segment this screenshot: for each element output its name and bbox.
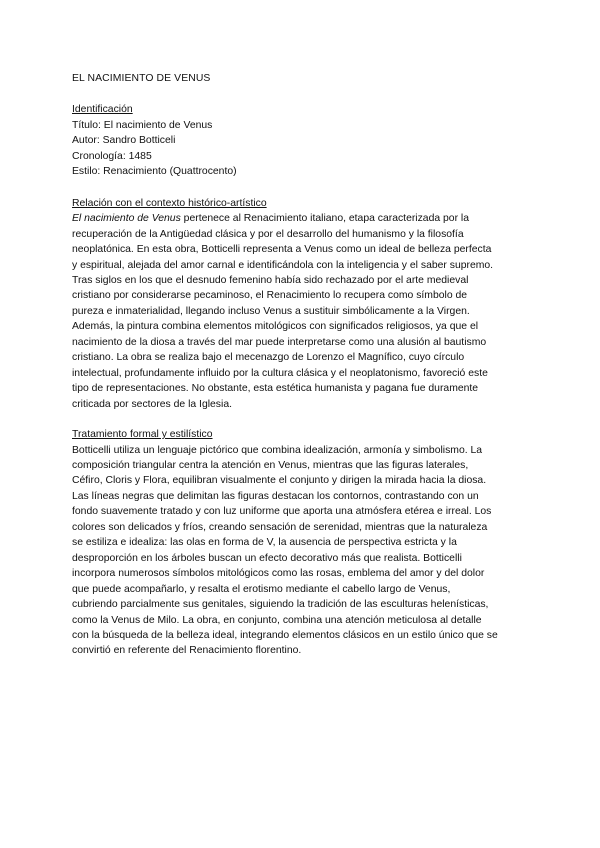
paragraph-line: fondo suavemente tratado y con luz uniforme que aporta una atmósfera etérea e irreal. Los xyxy=(72,506,492,518)
document-page xyxy=(72,71,532,659)
section-tratamiento xyxy=(72,427,532,659)
identificacion-line: Autor: Sandro Botticeli xyxy=(72,135,176,147)
artwork-title-italic: El nacimiento de Venus xyxy=(72,213,181,225)
section-heading-relacion: Relación con el contexto histórico-artístico xyxy=(72,197,267,209)
paragraph-line: nacimiento de la diosa a través del mar puede interpretarse como una alusión al bautismo xyxy=(72,336,487,348)
paragraph-line xyxy=(72,211,532,226)
paragraph-line: composición triangular centra la atención en Venus, mientras que las figuras laterales, xyxy=(72,459,469,471)
spacer xyxy=(72,180,532,196)
identificacion-line: Estilo: Renacimiento (Quattrocento) xyxy=(72,166,237,178)
spacer xyxy=(72,86,532,102)
paragraph-line: cristiano. La obra se realiza bajo el mecenazgo de Lorenzo el Magnífico, cuyo círculo xyxy=(72,352,465,364)
paragraph-line: se estiliza e idealiza: las olas en forma de V, la ausencia de perspectiva estricta y la xyxy=(72,537,457,549)
paragraph-line: Además, la pintura combina elementos mitológicos con significados religiosos, ya que el xyxy=(72,321,479,333)
paragraph-line: que puede acompañarlo, y resalta el erotismo mediante el cabello largo de Venus, xyxy=(72,583,451,595)
identificacion-line: Título: El nacimiento de Venus xyxy=(72,119,213,131)
paragraph-line: pureza e inmaterialidad, llegando incluso Venus a sustituir simbólicamente a la Virgen. xyxy=(72,305,470,317)
paragraph-line: como la Venus de Milo. La obra, en conjunto, combina una atención meticulosa al detalle xyxy=(72,614,482,626)
section-heading-identificacion: Identificación xyxy=(72,104,133,116)
paragraph-line: cristiano por considerarse pecaminoso, el Renacimiento lo recupera como símbolo de xyxy=(72,290,468,302)
paragraph-line: colores son delicados y fríos, creando sensación de serenidad, mientras que la naturaleza xyxy=(72,521,488,533)
paragraph-line: recuperación de la Antigüedad clásica y por el desarrollo del humanismo y la filosofía xyxy=(72,228,464,240)
section-heading-tratamiento: Tratamiento formal y estilístico xyxy=(72,429,213,441)
paragraph-line: neoplatónica. En esta obra, Botticelli representa a Venus como un ideal de belleza perfecta xyxy=(72,244,492,256)
paragraph-line: Las líneas negras que delimitan las figuras destacan los contornos, contrastando con un xyxy=(72,490,479,502)
paragraph-line: incorpora numerosos símbolos mitológicos como las rosas, emblema del amor y del dolor xyxy=(72,568,485,580)
spacer xyxy=(72,412,532,427)
paragraph-line: Céfiro, Cloris y Flora, equilibran visualmente el conjunto y dirigen la mirada hacia la diosa. xyxy=(72,475,487,487)
paragraph-line: intelectual, profundamente influido por la cultura clásica y el neoplatonismo, favoreció este xyxy=(72,367,488,379)
paragraph-line: Botticelli utiliza un lenguaje pictórico que combina idealización, armonía y simbolismo. La xyxy=(72,444,483,456)
section-identificacion xyxy=(72,102,532,179)
section-relacion xyxy=(72,196,532,412)
paragraph-line: tipo de representaciones. No obstante, esta estética humanista y pagana fue duramente xyxy=(72,383,479,395)
paragraph-line: con la búsqueda de la belleza ideal, integrando elementos clásicos en un estilo único que se xyxy=(72,629,498,641)
paragraph-line: desproporción en los árboles buscan un efecto decorativo más que realista. Botticelli xyxy=(72,552,462,564)
paragraph-line-rest: pertenece al Renacimiento italiano, etapa caracterizada por la xyxy=(180,213,470,225)
identificacion-line: Cronología: 1485 xyxy=(72,150,152,162)
paragraph-line: Tras siglos en los que el desnudo femenino había sido rechazado por el arte medieval xyxy=(72,274,469,286)
paragraph-line: y espiritual, alejada del amor carnal e identificándola con la inteligencia y el saber supremo. xyxy=(72,259,494,271)
paragraph-line: convirtió en referente del Renacimiento florentino. xyxy=(72,645,302,657)
document-title: EL NACIMIENTO DE VENUS xyxy=(72,73,211,84)
paragraph-line: cubriendo parcialmente sus genitales, siguiendo la tradición de las esculturas helenísticas, xyxy=(72,599,489,611)
paragraph-line: criticada por sectores de la Iglesia. xyxy=(72,398,232,410)
